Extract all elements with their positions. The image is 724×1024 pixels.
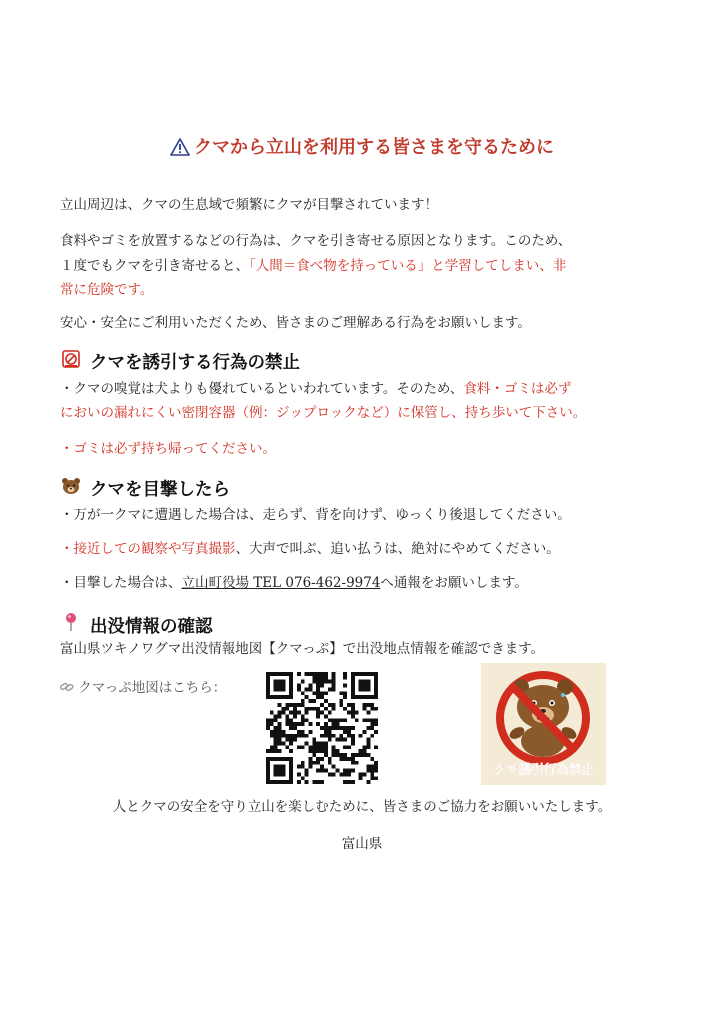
section1-line1: ・クマの嗅覚は犬よりも優れているといわれています。そのため、食料・ゴミは必ず (60, 381, 572, 397)
closing-message: 人とクマの安全を守り立山を楽しむために、皆さまのご協力をお願いいたします。 (112, 799, 612, 815)
page-title: クマから立山を利用する皆さまを守るために (0, 133, 724, 161)
section1-line2: においの漏れにくい密閉容器（例：ジップロックなど）に保管し、持ち歩いて下さい。 (60, 405, 587, 421)
section-heading-no-lure: クマを誘引する行為の禁止 (60, 349, 300, 374)
intro-paragraph-1: 立山周辺は、クマの生息域で頻繁にクマが目撃されています！ (60, 197, 438, 213)
intro-paragraph-2-line3: 常に危険です。 (60, 282, 154, 298)
map-link-label: クマっぷ地図はこちら： (78, 680, 227, 696)
section-heading-sighting-info: 出没情報の確認 (60, 612, 213, 638)
qr-code[interactable] (266, 672, 378, 784)
section1-line3: ・ゴミは必ず持ち帰ってください。 (60, 441, 276, 457)
link-icon (60, 680, 78, 696)
section2-line2: ・接近しての観察や写真撮影、大声で叫ぶ、追い払うは、絶対にやめてください。 (60, 541, 560, 557)
intro-paragraph-2-line1: 食料やゴミを放置するなどの行為は、クマを引き寄せる原因となります。このため、 (60, 233, 572, 249)
intro-paragraph-2-line2: １度でもクマを引き寄せると、「人間＝食べ物を持っている」と学習してしまい、非 (60, 258, 567, 274)
signature: 富山県 (341, 836, 383, 852)
intro-paragraph-3: 安心・安全にご利用いただくため、皆さまのご理解ある行為をお願いします。 (60, 315, 531, 331)
section3-line1: 富山県ツキノワグマ出没情報地図【クマっぷ】で出没地点情報を確認できます。 (60, 641, 545, 657)
bear-prohibition-sign (481, 663, 606, 785)
map-pin-icon (60, 612, 82, 637)
section-heading-bear-sighting: クマを目撃したら (60, 476, 230, 501)
town-office-phone-link[interactable]: 立山町役場 TEL 076-462-9974 (181, 575, 381, 591)
section2-line1: ・万が一クマに遭遇した場合は、走らず、背を向けず、ゆっくり後退してください。 (60, 507, 571, 523)
warning-icon (170, 138, 190, 161)
bear-sign-caption: クマ誘引行為禁止 (493, 763, 594, 778)
bear-face-icon (60, 477, 82, 500)
no-lure-sign-icon (60, 350, 82, 373)
section2-line3: ・目撃した場合は、立山町役場 TEL 076-462-9974へ通報をお願いします。 (60, 575, 528, 591)
